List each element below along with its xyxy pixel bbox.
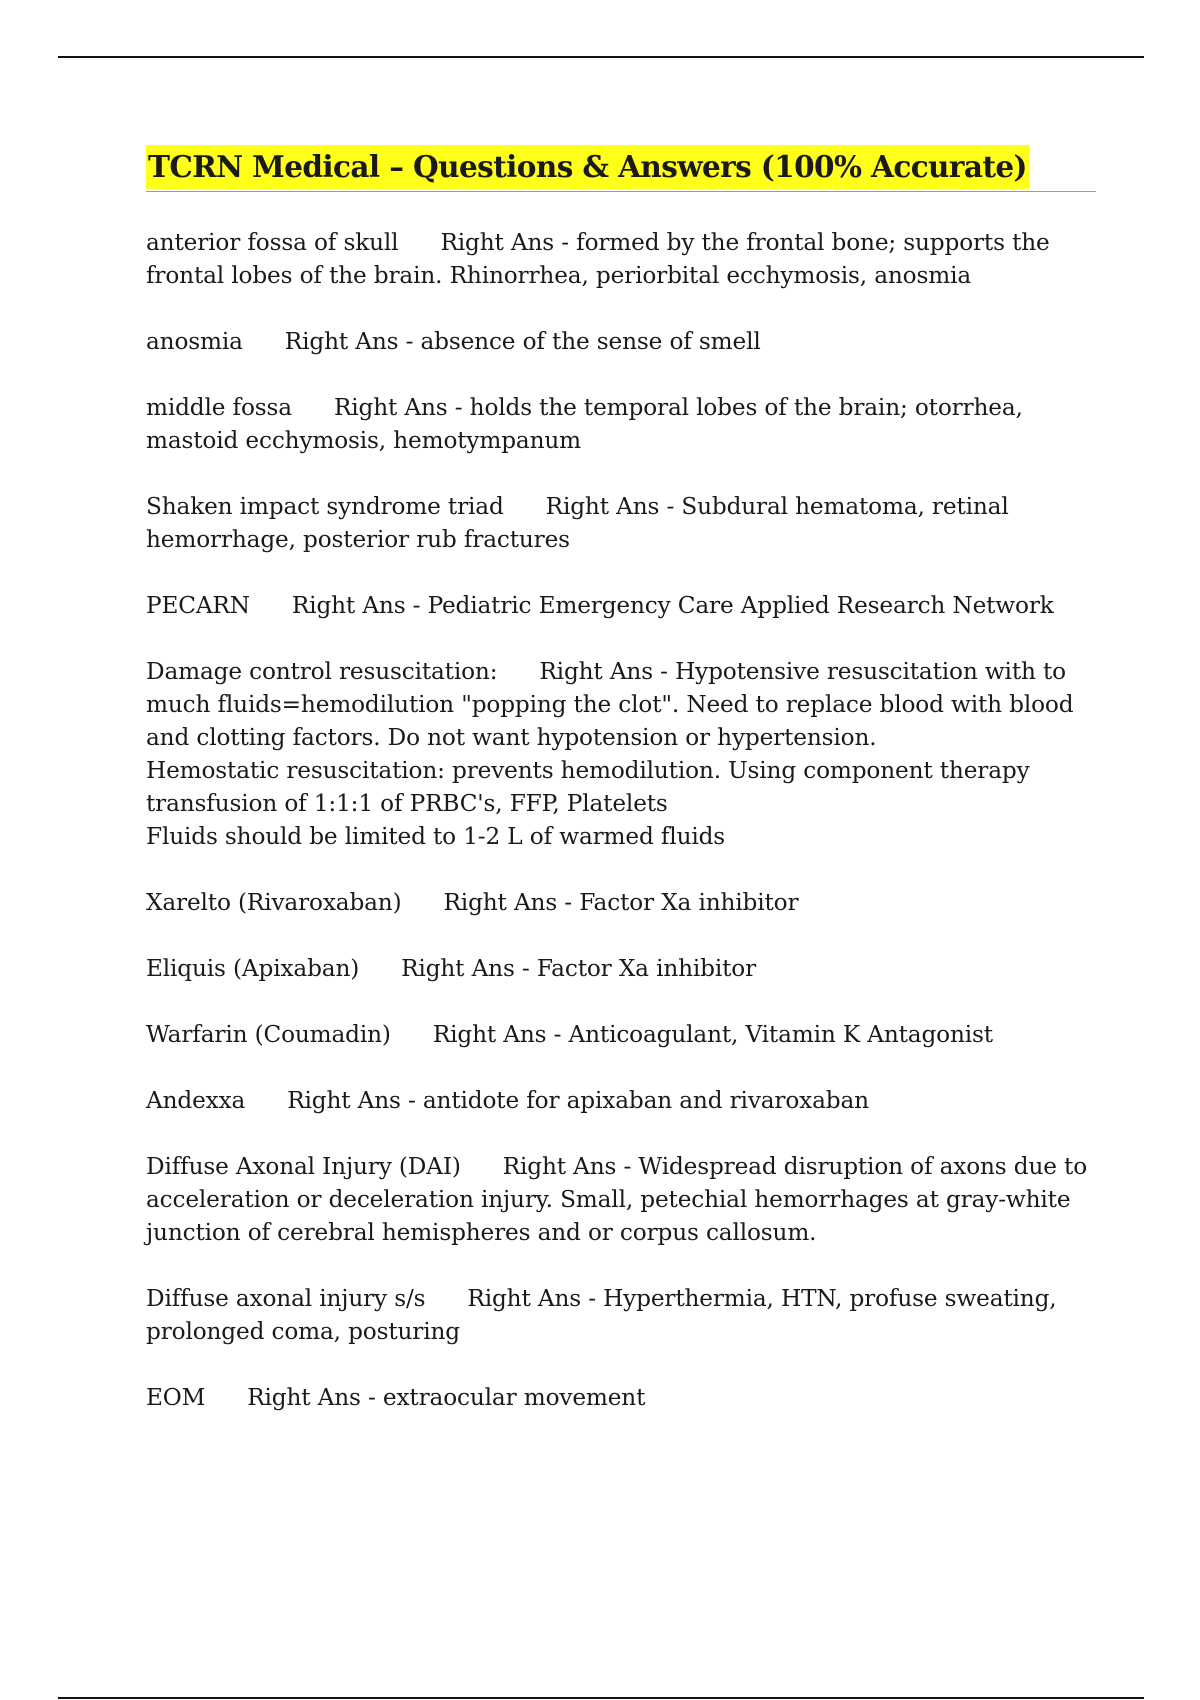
qa-term: Damage control resuscitation:: [146, 658, 498, 685]
qa-entry: [146, 1084, 1096, 1117]
title-block: [146, 145, 1096, 192]
qa-term: Diffuse Axonal Injury (DAI): [146, 1153, 461, 1180]
qa-term: Eliquis (Apixaban): [146, 955, 360, 982]
qa-term: EOM: [146, 1384, 206, 1411]
document-body: [146, 145, 1096, 1447]
qa-entry: [146, 655, 1096, 853]
page-footer-rule: [58, 1697, 1144, 1699]
qa-entry: [146, 886, 1096, 919]
qa-term: Diffuse axonal injury s/s: [146, 1285, 426, 1312]
qa-entry: [146, 1150, 1096, 1249]
qa-entry: [146, 1018, 1096, 1051]
qa-term: Shaken impact syndrome triad: [146, 493, 504, 520]
qa-answer: Right Ans - formed by the frontal bone; supports the frontal lobes of the brain. Rhinorrhea, periorbital ecchymosis, anosmia: [146, 229, 1050, 289]
qa-entry: [146, 325, 1096, 358]
qa-term: PECARN: [146, 592, 250, 619]
page-header-rule: [58, 56, 1144, 58]
qa-term: Warfarin (Coumadin): [146, 1021, 391, 1048]
qa-answer: Right Ans - Widespread disruption of axons due to acceleration or deceleration injury. Small, petechial hemorrhages at gray-white junction of cerebral hemispheres and or corpus callosum.: [146, 1153, 1088, 1246]
document-title: TCRN Medical – Questions & Answers (100% Accurate): [146, 145, 1029, 189]
qa-term: Xarelto (Rivaroxaban): [146, 889, 402, 916]
qa-answer: Right Ans - Anticoagulant, Vitamin K Antagonist: [432, 1021, 993, 1048]
qa-entry: [146, 1282, 1096, 1348]
qa-term: anosmia: [146, 328, 243, 355]
qa-answer: Right Ans - antidote for apixaban and rivaroxaban: [287, 1087, 869, 1114]
qa-answer-line: Hemostatic resuscitation: prevents hemodilution. Using component therapy transfusion of 1:1:1 of PRBC's, FFP, Platelets: [146, 757, 1030, 817]
qa-term: anterior fossa of skull: [146, 229, 399, 256]
qa-answer: Right Ans - Factor Xa inhibitor: [443, 889, 799, 916]
qa-answer: Right Ans - absence of the sense of smell: [284, 328, 761, 355]
qa-answer: Right Ans - Hyperthermia, HTN, profuse sweating, prolonged coma, posturing: [146, 1285, 1057, 1345]
qa-answer: Right Ans - Hypotensive resuscitation with to much fluids=hemodilution "popping the clot". Need to replace blood with blood and clotting factors. Do not want hypotension or hypertension.: [146, 658, 1074, 751]
qa-term: Andexxa: [146, 1087, 246, 1114]
qa-answer: Right Ans - Subdural hematoma, retinal hemorrhage, posterior rub fractures: [146, 493, 1009, 553]
qa-answer: Right Ans - extraocular movement: [247, 1384, 646, 1411]
qa-entry: [146, 589, 1096, 622]
qa-answer: Right Ans - Pediatric Emergency Care Applied Research Network: [291, 592, 1054, 619]
qa-entry: [146, 226, 1096, 292]
qa-entry: [146, 952, 1096, 985]
qa-entry: [146, 490, 1096, 556]
qa-entry: [146, 1381, 1096, 1414]
qa-term: middle fossa: [146, 394, 292, 421]
qa-answer: Right Ans - holds the temporal lobes of the brain; otorrhea, mastoid ecchymosis, hemotympanum: [146, 394, 1023, 454]
qa-answer-line: Fluids should be limited to 1-2 L of warmed fluids: [146, 823, 726, 850]
qa-answer: Right Ans - Factor Xa inhibitor: [401, 955, 757, 982]
qa-entry: [146, 391, 1096, 457]
